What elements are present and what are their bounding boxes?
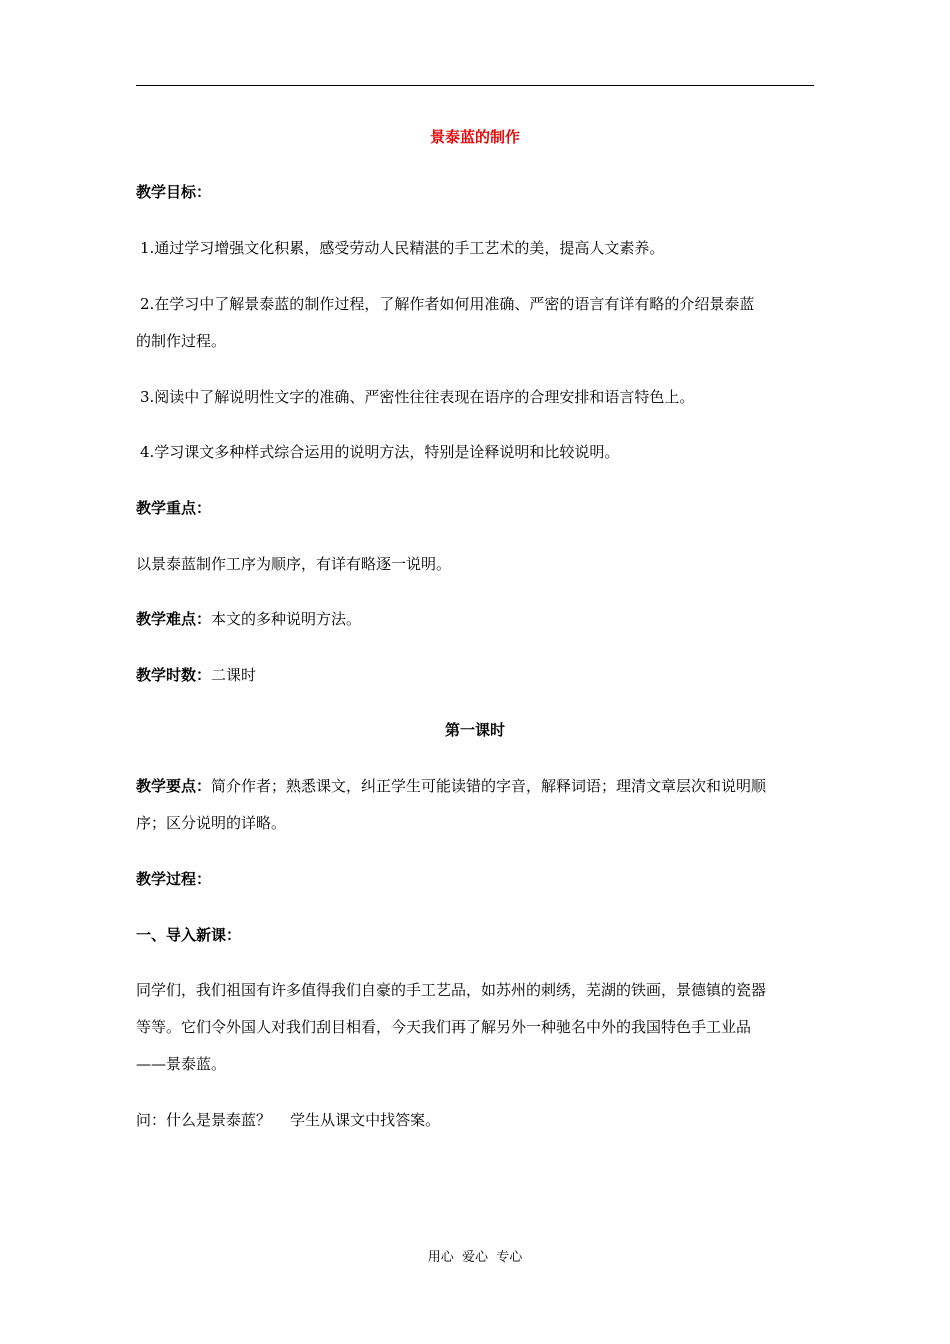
key-points-heading: 教学重点： <box>136 499 212 517</box>
objective-item: 4.学习课文多种样式综合运用的说明方法，特别是诠释说明和比较说明。 <box>140 443 620 461</box>
essentials-continued: 序；区分说明的详略。 <box>136 814 287 832</box>
hours-text: 二课时 <box>211 666 257 684</box>
objectives-heading: 教学目标： <box>136 183 212 201</box>
document-title: 景泰蓝的制作 <box>429 128 520 146</box>
intro-line: 等等。它们令外国人对我们刮目相看，今天我们再了解另外一种驰名中外的我国特色手工业品 <box>136 1018 752 1036</box>
objective-item: 1.通过学习增强文化积累，感受劳动人民精湛的手工艺术的美，提高人文素养。 <box>140 239 665 257</box>
essentials-text: 简介作者；熟悉课文，纠正学生可能读错的字音，解释词语；理清文章层次和说明顺 <box>211 777 767 795</box>
header-rule <box>136 85 814 86</box>
process-heading: 教学过程： <box>136 870 212 888</box>
objective-item: 2.在学习中了解景泰蓝的制作过程，了解作者如何用准确、严密的语言有详有略的介绍景泰蓝 <box>140 295 755 313</box>
question-line: 问：什么是景泰蓝？ 学生从课文中找答案。 <box>136 1111 441 1129</box>
essentials-label: 教学要点： <box>136 777 212 795</box>
key-points-text: 以景泰蓝制作工序为顺序，有详有略逐一说明。 <box>136 555 452 573</box>
section-heading: 一、导入新课： <box>136 926 242 944</box>
difficulty-row <box>136 609 814 629</box>
intro-line: 同学们，我们祖国有许多值得我们自豪的手工艺品，如苏州的刺绣，芜湖的铁画，景德镇的瓷器 <box>136 981 767 999</box>
difficulty-text: 本文的多种说明方法。 <box>211 610 362 628</box>
difficulty-label: 教学难点： <box>136 610 212 628</box>
objective-item: 3.阅读中了解说明性文字的准确、严密性往往表现在语序的合理安排和语言特色上。 <box>140 388 695 406</box>
lesson-heading: 第一课时 <box>444 721 505 739</box>
hours-row <box>136 665 814 685</box>
objective-item-continued: 的制作过程。 <box>136 332 227 350</box>
intro-line: ——景泰蓝。 <box>136 1055 227 1073</box>
page-footer: 用心 爱心 专心 <box>427 1250 523 1265</box>
essentials-row <box>136 776 814 796</box>
hours-label: 教学时数： <box>136 666 212 684</box>
